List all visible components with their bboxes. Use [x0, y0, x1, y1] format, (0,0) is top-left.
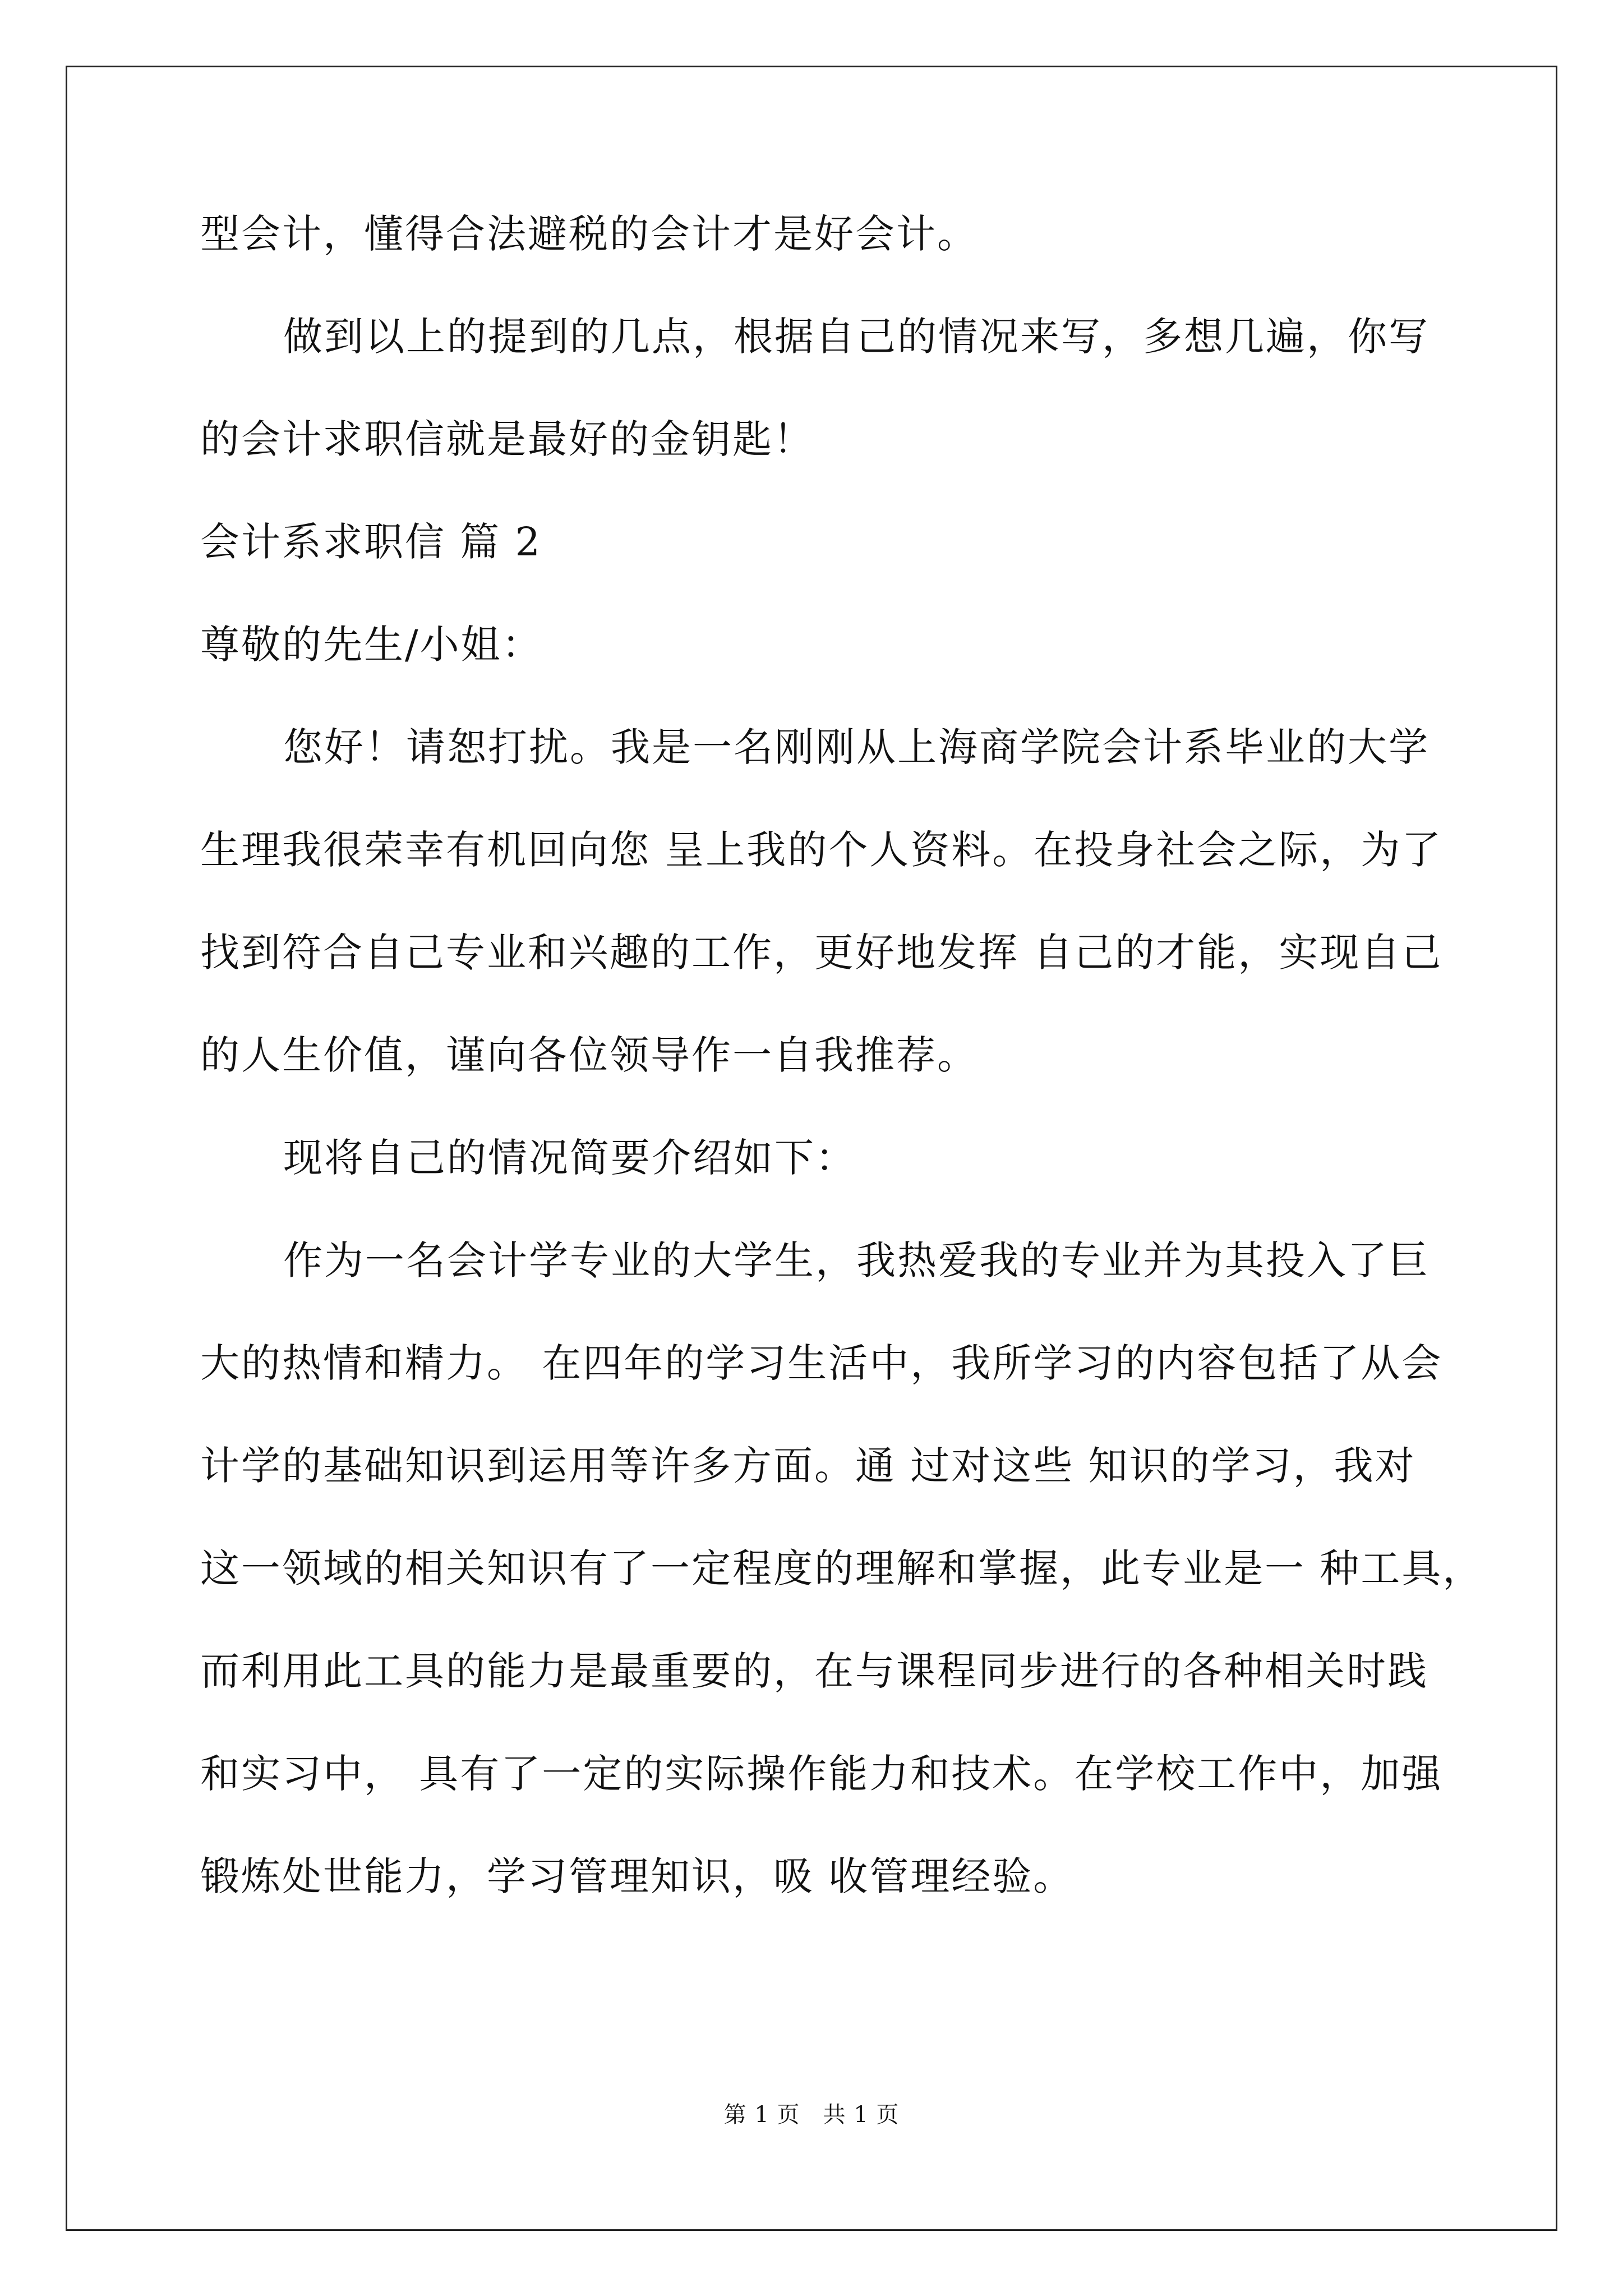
- text-line: 作为一名会计学专业的大学生，我热爱我的专业并为其投入了巨: [283, 1237, 1430, 1283]
- text-line: 生理我很荣幸有机回向您 呈上我的个人资料。在投身社会之际，为了: [200, 827, 1443, 873]
- text-line: 的人生价值，谨向各位领导作一自我推荐。: [200, 1032, 978, 1078]
- text-line: 做到以上的提到的几点，根据自己的情况来写，多想几遍，你写: [283, 314, 1430, 360]
- text-line: 大的热情和精力。 在四年的学习生活中，我所学习的内容包括了从会: [200, 1340, 1443, 1386]
- page-footer: 第 1 页 共 1 页: [723, 2102, 900, 2128]
- text-line: 锻炼处世能力，学习管理知识，吸 收管理经验。: [200, 1853, 1075, 1899]
- text-line: 型会计，懂得合法避税的会计才是好会计。: [200, 211, 978, 257]
- salutation: 尊敬的先生/小姐：: [200, 622, 543, 668]
- text-line: 的会计求职信就是最好的金钥匙！: [200, 416, 814, 462]
- section-heading: 会计系求职信 篇 2: [200, 519, 542, 565]
- text-line: 现将自己的情况简要介绍如下：: [283, 1135, 856, 1181]
- text-line: 找到符合自己专业和兴趣的工作，更好地发挥 自己的才能，实现自己: [200, 930, 1443, 976]
- text-line: 而利用此工具的能力是最重要的，在与课程同步进行的各种相关时践: [200, 1648, 1428, 1694]
- text-line: 和实习中， 具有了一定的实际操作能力和技术。在学校工作中，加强: [200, 1751, 1443, 1797]
- text-line: 计学的基础知识到运用等许多方面。通 过对这些 知识的学习，我对: [200, 1443, 1416, 1489]
- text-line: 这一领域的相关知识有了一定程度的理解和掌握，此专业是一 种工具，: [200, 1545, 1484, 1591]
- text-line: 您好！请恕打扰。我是一名刚刚从上海商学院会计系毕业的大学: [283, 724, 1430, 770]
